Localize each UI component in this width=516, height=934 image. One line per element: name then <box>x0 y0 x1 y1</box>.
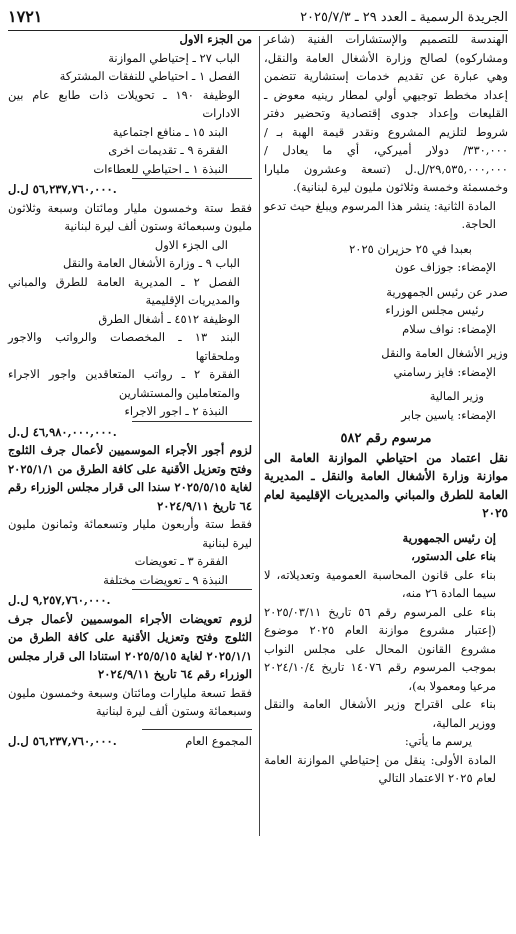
date-line: بعبدا في ٢٥ حزيران ٢٠٢٥ <box>349 241 472 256</box>
to-part: الى الجزء الاول <box>154 237 228 252</box>
decrees-line: يرسم ما يأتي: <box>404 734 472 748</box>
decree-subject: نقل اعتماد من احتياطي الموازنة العامة الى موازنة وزارة الأشغال العامة والنقل ـ المديرية العامة للطرق والمباني والمديريات الإقليمية لعام ٢٠٢٥ <box>264 450 508 520</box>
basis-three: بناء على اقتراح وزير الأشغال العامة والنقل ووزير المالية، <box>264 697 496 730</box>
to-paragraph: الفقرة ٢ ـ رواتب المتعاقدين واجور الاجراء والمتعاملين والمستشارين <box>8 367 240 400</box>
to-paragraph-two: الفقرة ٣ ـ تعويضات <box>134 554 228 568</box>
amount-one-words: فقط ستة وأربعون مليار وتسعمائة وثمانون مليون ليرة لبنانية <box>8 517 252 550</box>
total-rule <box>142 729 252 730</box>
amount-rule <box>132 421 252 422</box>
from-amount: ٥٦,٢٣٧,٧٦٠,٠٠٠ ل.ل. <box>8 182 117 196</box>
decree-title: مرسوم رقم ٥٨٢ <box>340 431 432 446</box>
from-function: الوظيفة ١٩٠ ـ تحويلات ذات طابع عام بين الادارات <box>8 87 240 120</box>
amount-one: ٤٦,٩٨٠,٠٠٠,٠٠٠ ل.ل. <box>8 424 117 439</box>
article-two: المادة الثانية: ينشر هذا المرسوم ويبلغ حيث تدعو الحاجة. <box>264 198 496 231</box>
from-part: من الجزء الاول <box>179 32 252 46</box>
pm-signature: الإمضاء: نواف سلام <box>402 321 496 336</box>
from-paragraph: الفقرة ٩ ـ تقديمات اخرى <box>108 143 228 157</box>
from-section: الفصل ١ ـ احتياطي للنفقات المشتركة <box>59 69 240 83</box>
to-chapter: الباب ٩ ـ وزارة الأشغال العامة والنقل <box>63 256 240 270</box>
decree-intro-paragraph: الهندسة للتصميم والإستشارات الفنية (شاعر ومشاركوه) لصالح وزارة الأشغال العامة والنقل، وهي عبارة عن تقديم خدمات إستشارية تتضمن إعداد مخطط توجيهي أولي لمطار رينيه معوض ـ القليعات وإعداد جدوى إقتصادية وتحضير دفتر شروط لتلزيم المشروع ونقدر قيمة الهبة بـ /٣٣٠,٠٠٠/ دولار أميركي، أي ما يعادل /٢٩,٥٣٥,٠٠٠,٠٠٠/ل.ل (تسعة وعشرون مليارا وخمسمئة وخمسة وثلاثون مليون ليرة لبنانية). <box>264 32 508 194</box>
from-item: البند ١٥ ـ منافع اجتماعية <box>112 124 228 139</box>
article-one: المادة الأولى: ينقل من إحتياطي الموازنة العامة لعام ٢٠٢٥ الاعتماد التالي <box>264 752 496 785</box>
president-signature: الإمضاء: جوزاف عون <box>395 260 496 274</box>
column-divider <box>259 36 260 836</box>
to-sub-two: النبذة ٩ ـ تعويضات مختلفة <box>103 572 228 587</box>
amount-two: ٩,٢٥٧,٧٦٠,٠٠٠ ل.ل. <box>8 593 111 607</box>
total-row <box>8 732 252 751</box>
minister-finance-signature: الإمضاء: ياسين جابر <box>401 407 496 422</box>
constitution-line: بناء على الدستور، <box>411 549 496 563</box>
to-item: البند ١٣ ـ المخصصات والرواتب والاجور وملحقاتها <box>8 330 240 363</box>
amount-rule <box>132 178 252 179</box>
reason-one: لزوم أجور الأجراء الموسميين لأعمال جرف الثلوج وفتح وتعزيل الأقنية على كافة الطرق من ٢٠٢٥/١/١ لغاية ٢٠٢٥/٥/١٥ سندا الى قرار مجلس الوزراء رقم ٦٤ تاريخ ٢٠٢٤/٩/١١ <box>8 443 252 513</box>
gazette-title: الجريدة الرسمية ـ العدد ٢٩ ـ ٢٠٢٥/٧/٣ <box>300 10 508 25</box>
to-function: الوظيفة ٤٥١٢ ـ أشغال الطرق <box>98 311 240 326</box>
total-amount: ٥٦,٢٣٧,٧٦٠,٠٠٠ ل.ل. <box>8 733 117 748</box>
to-sub: النبذة ٢ ـ اجور الاجراء <box>124 404 228 418</box>
from-amount-words: فقط ستة وخمسون مليار ومائتان وسبعة وثلاثون مليون وسبعمائة وستون ألف ليرة لبنانية <box>8 200 252 233</box>
issued-by: صدر عن رئيس الجمهورية <box>386 284 508 299</box>
amount-rule <box>132 589 252 590</box>
to-section: الفصل ٢ ـ المديرية العامة للطرق والمباني والمديريات الإقليمية <box>8 274 240 307</box>
page-header <box>8 6 508 31</box>
reason-two: لزوم تعويضات الأجراء الموسميين لأعمال جرف الثلوج وفتح وتعزيل الأقنية على كافة الطرق من ٢٠٢٥/١/١ لغاية ٢٠٢٥/٥/١٥ استنادا الى قرار مجلس الوزراء رقم ٦٤ تاريخ ٢٠٢٤/٩/١١ <box>8 611 252 681</box>
president-heading: إن رئيس الجمهورية <box>402 530 496 545</box>
minister-works-title: وزير الأشغال العامة والنقل <box>381 346 508 360</box>
basis-two: بناء على المرسوم رقم ٥٦ تاريخ ٢٠٢٥/٠٣/١١ (إعتبار مشروع موازنة العام ٢٠٢٥ موضوع مشروع القانون المحال على مجلس النواب بموجب المرسوم رقم ١٤٠٧٦ تاريخ ٢٠٢٤/١٠/٤ مرعيا ومعمولا به)، <box>264 604 496 693</box>
left-column <box>8 30 252 750</box>
amount-two-words: فقط تسعة مليارات ومائتان وسبعة وخمسون مليون وسبعمائة وستون ألف ليرة لبنانية <box>8 685 252 718</box>
basis-one: بناء على قانون المحاسبة العمومية وتعديلاته، لا سيما المادة ٢٦ منه، <box>264 567 496 600</box>
from-chapter: الباب ٢٧ ـ إحتياطي الموازنة <box>108 50 240 65</box>
from-sub: النبذة ١ ـ احتياطي للعطاءات <box>93 161 228 176</box>
right-column <box>264 30 508 788</box>
minister-works-signature: الإمضاء: فايز رسامني <box>393 364 496 379</box>
minister-finance-title: وزير المالية <box>429 389 484 403</box>
page-number: ١٧٢١ <box>8 7 43 26</box>
total-label: المجموع العام <box>185 733 252 748</box>
pm-title: رئيس مجلس الوزراء <box>385 303 484 317</box>
